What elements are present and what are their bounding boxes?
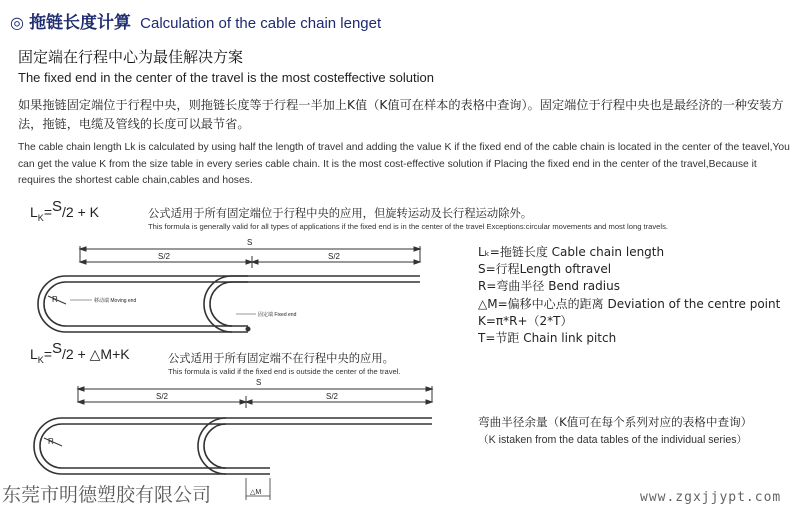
d2-r-label: R	[48, 437, 54, 446]
formula-2-note-en: This formula is valid if the fixed end is outside the center of the travel.	[168, 367, 401, 376]
d2-bend-left-outer	[34, 418, 62, 474]
formula-1-sub: K	[37, 212, 44, 223]
legend-line: R=弯曲半径 Bend radius	[478, 279, 620, 294]
formula-2-lhs: L	[30, 346, 38, 362]
legend-line: Lₖ=拖链长度 Cable chain length	[478, 245, 665, 259]
legend	[478, 244, 780, 347]
watermark-company: 东莞市明德塑胶有限公司	[2, 484, 212, 506]
watermark-site: www.zgxjjypt.com	[640, 490, 782, 505]
remark-zh: 弯曲半径余量（K值可在每个系列对应的表格中查询）	[478, 415, 753, 429]
title-marker-icon: ◎	[10, 13, 24, 32]
d1-bend-left-inner	[44, 282, 66, 326]
d2-arrow-m2	[246, 400, 252, 404]
diagram-1	[38, 246, 420, 332]
d1-bend-left-outer	[38, 276, 66, 332]
legend-line: △M=偏移中心点的距离 Deviation of the centre point	[478, 296, 781, 311]
d2-arrow-r2	[426, 400, 432, 404]
d2-half-left: S/2	[156, 392, 169, 401]
d2-bend-left-inner	[40, 424, 62, 468]
d1-arrow-m2	[252, 260, 258, 264]
formula-1-note-en: This formula is generally valid for all types of applications if the fixed end is in the center of the travel Exceptions:circular movements and most long travels.	[148, 222, 668, 231]
d2-arrow-l	[78, 387, 84, 391]
formula-2-rest: /2 + △M+K	[62, 346, 130, 362]
legend-line: S=行程Length oftravel	[478, 262, 612, 277]
formula-2-s: S	[52, 340, 63, 357]
d1-fixed-end: 固定端 Fixed end	[258, 312, 297, 318]
legend-line: K=π*R+（2*T）	[478, 313, 573, 328]
d2-arrow-l2	[78, 400, 84, 404]
formula-1-eq: =	[43, 204, 52, 220]
formula-2-sub: K	[37, 354, 44, 365]
d2-delta-m: △M	[250, 489, 262, 496]
subtitle-en: The fixed end in the center of the travel is the most costeffective solution	[18, 70, 434, 85]
d1-bend-right-inner	[210, 282, 232, 326]
formula-1-s: S	[52, 198, 63, 215]
formula-2-eq: =	[43, 346, 52, 362]
d1-bend-right-outer	[204, 276, 232, 332]
intro-paragraph-zh: 如果拖链固定端位于行程中央，则拖链长度等于行程一半加上K值（K值可在样本的表格中查询）。固定端位于行程中央也是最经济的一种安装方法，拖链，电缆及管线的长度可以最节省。	[18, 98, 784, 131]
d2-bend-right-outer	[198, 418, 226, 474]
d2-arrow-r	[426, 387, 432, 391]
d2-s-label: S	[256, 378, 262, 387]
subtitle-zh: 固定端在行程中心为最佳解决方案	[18, 48, 244, 66]
d1-r-label: R	[52, 295, 58, 304]
d1-arrow-r2	[414, 260, 420, 264]
d1-s-label: S	[247, 238, 253, 247]
formula-2-note-zh: 公式适用于所有固定端不在行程中央的应用。	[168, 352, 394, 365]
d1-moving-end: 移动端 Moving end	[94, 298, 137, 304]
d1-half-left: S/2	[158, 252, 171, 261]
intro-paragraph-en: The cable chain length Lk is calculated by using half the length of travel and adding the value K if the fixed end of the cable chain is located in the center of the teavel,You can get the value K from the size table in every series cable chain. It is the most cost-effective solution if Placing the fixed end in the center of the travel,Because it requires the shortest cable chain,cables and hoses.	[18, 142, 790, 186]
title-zh: 拖链长度计算	[29, 13, 132, 33]
d1-arrow-l	[80, 247, 86, 251]
formula-1-lhs: L	[30, 204, 38, 220]
d2-half-right: S/2	[326, 392, 339, 401]
d2-bend-right-inner	[204, 424, 226, 468]
remark-en: （K istaken from the data tables of the individual series）	[478, 434, 748, 446]
formula-1-rest: /2 + K	[62, 204, 99, 220]
legend-line: T=节距 Chain link pitch	[478, 331, 617, 346]
d1-arrow-l2	[80, 260, 86, 264]
d1-half-right: S/2	[328, 252, 341, 261]
formula-1-note-zh: 公式适用于所有固定端位于行程中央的应用，但旋转运动及长行程运动除外。	[148, 207, 533, 220]
d1-fixed-point	[246, 327, 250, 331]
d1-arrow-r	[414, 247, 420, 251]
title-en: Calculation of the cable chain lenget	[140, 15, 382, 32]
